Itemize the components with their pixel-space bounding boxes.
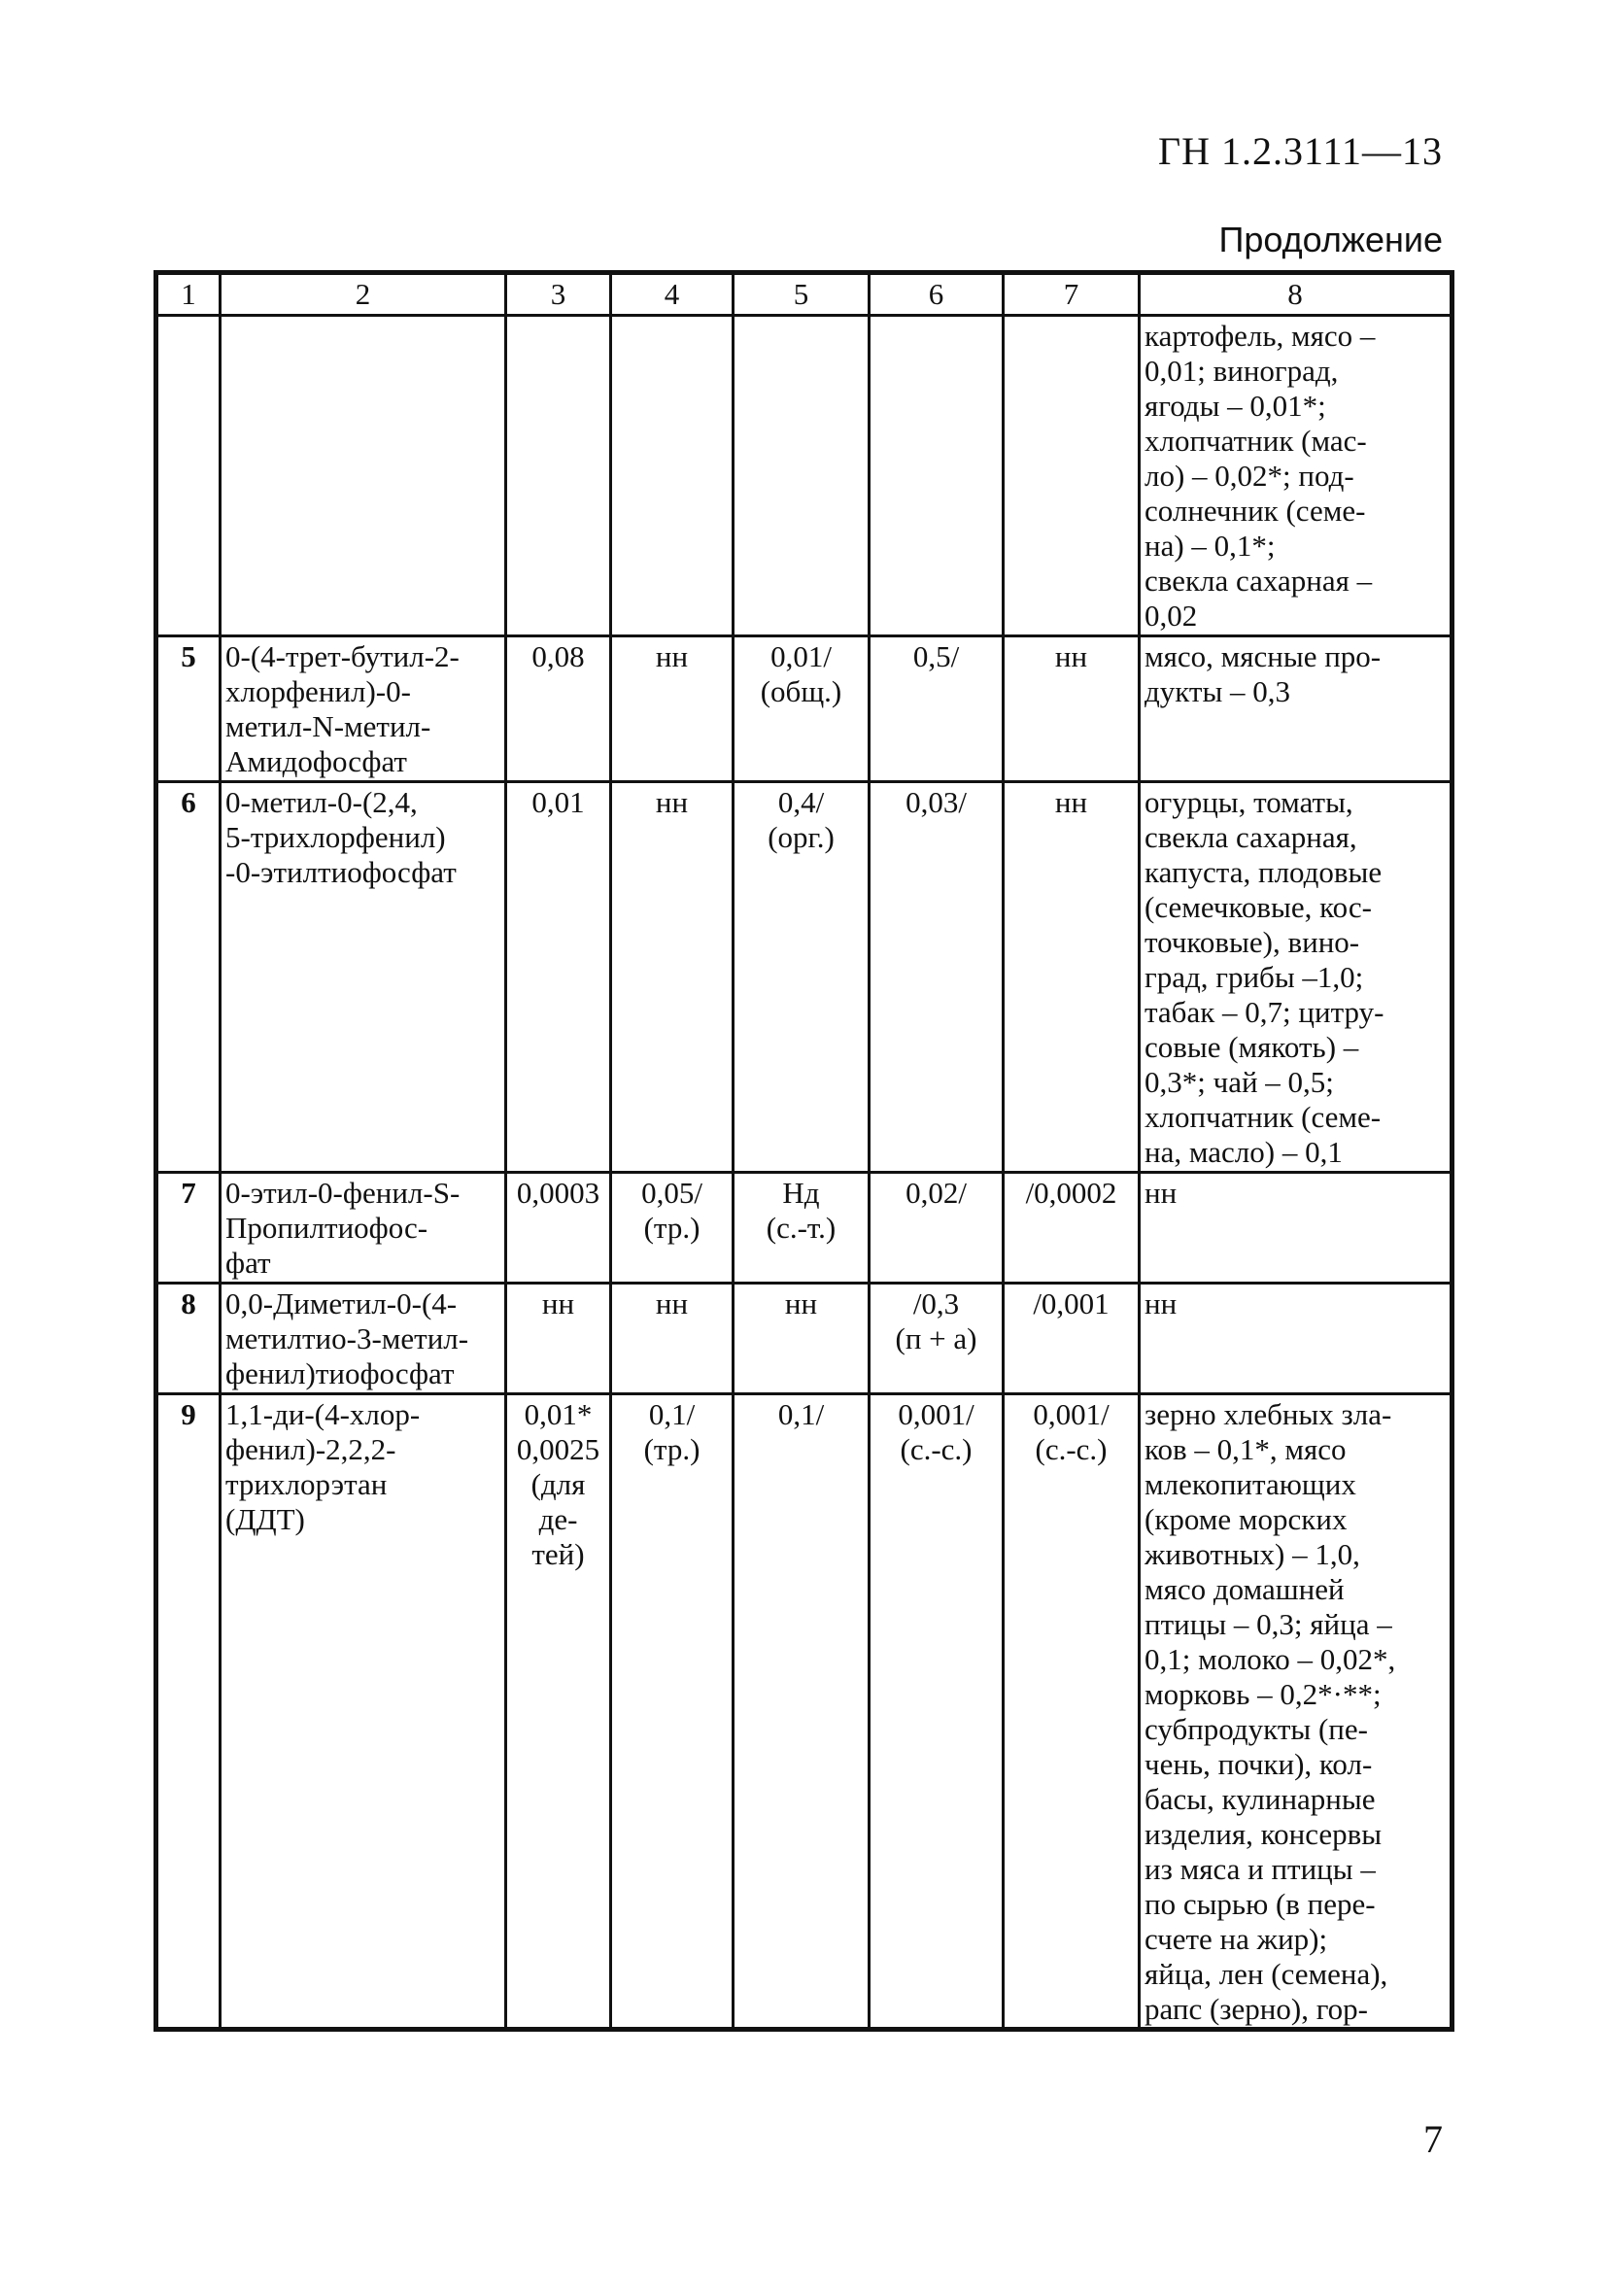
value-col3: нн (506, 1284, 611, 1394)
value-col7 (1004, 316, 1140, 636)
value-col4: нн (611, 636, 734, 782)
value-col3 (506, 316, 611, 636)
value-col6: 0,5/ (870, 636, 1004, 782)
value-col5: 0,4/ (орг.) (734, 782, 870, 1173)
substance-name: 0,0-Диметил-0-(4- метилтио-3-метил- фенил)тиофосфат (221, 1284, 506, 1394)
column-header: 2 (221, 273, 506, 316)
value-col7: нн (1004, 636, 1140, 782)
continuation-label: Продолжение (1218, 220, 1443, 259)
value-col4: нн (611, 1284, 734, 1394)
document-code: ГН 1.2.3111—13 (1157, 129, 1443, 173)
value-col5: 0,01/ (общ.) (734, 636, 870, 782)
column-header: 7 (1004, 273, 1140, 316)
value-col3: 0,0003 (506, 1173, 611, 1284)
table-row (156, 636, 1452, 782)
table-row (156, 1173, 1452, 1284)
page-number: 7 (1423, 2117, 1443, 2161)
value-col6: 0,03/ (870, 782, 1004, 1173)
row-number: 5 (156, 636, 221, 782)
value-col5 (734, 316, 870, 636)
column-header: 5 (734, 273, 870, 316)
substance-name: 0-этил-0-фенил-S- Пропилтиофос- фат (221, 1173, 506, 1284)
row-number: 6 (156, 782, 221, 1173)
value-col6 (870, 316, 1004, 636)
food-limits: мясо, мясные про- дукты – 0,3 (1140, 636, 1452, 782)
column-header: 4 (611, 273, 734, 316)
value-col6: 0,02/ (870, 1173, 1004, 1284)
food-limits: зерно хлебных зла- ков – 0,1*, мясо млекопитающих (кроме морских животных) – 1,0, мясо домашней птицы – 0,3; яйца – 0,1; молоко – 0,02*, морковь – 0,2*·**; субпродукты (пе- чень, почки), кол- басы, кулинарные изделия, консервы из мяса и птицы – по сырью (в пере- счете на жир); яйца, лен (семена), рапс (зерно), гор- (1140, 1394, 1452, 2030)
food-limits: картофель, мясо – 0,01; виноград, ягоды – 0,01*; хлопчатник (мас- ло) – 0,02*; под- солнечник (семе- на) – 0,1*; свекла сахарная – 0,02 (1140, 316, 1452, 636)
value-col4: 0,05/ (тр.) (611, 1173, 734, 1284)
table-row (156, 1394, 1452, 2030)
substance-name: 0-метил-0-(2,4, 5-трихлорфенил) -0-этилтиофосфат (221, 782, 506, 1173)
substance-name: 1,1-ди-(4-хлор- фенил)-2,2,2- трихлорэтан (ДДТ) (221, 1394, 506, 2030)
value-col3: 0,01 (506, 782, 611, 1173)
substance-name: 0-(4-трет-бутил-2- хлорфенил)-0- метил-N-метил- Амидофосфат (221, 636, 506, 782)
value-col3: 0,01* 0,0025 (для де- тей) (506, 1394, 611, 2030)
value-col4 (611, 316, 734, 636)
value-col7: /0,001 (1004, 1284, 1140, 1394)
column-header: 1 (156, 273, 221, 316)
value-col3: 0,08 (506, 636, 611, 782)
value-col4: 0,1/ (тр.) (611, 1394, 734, 2030)
value-col7: /0,0002 (1004, 1173, 1140, 1284)
table-row (156, 316, 1452, 636)
row-number: 9 (156, 1394, 221, 2030)
food-limits: нн (1140, 1173, 1452, 1284)
value-col6: /0,3 (п + а) (870, 1284, 1004, 1394)
row-number: 8 (156, 1284, 221, 1394)
column-header: 3 (506, 273, 611, 316)
value-col5: Нд (с.-т.) (734, 1173, 870, 1284)
value-col7: 0,001/ (с.-с.) (1004, 1394, 1140, 2030)
value-col7: нн (1004, 782, 1140, 1173)
table-row (156, 782, 1452, 1173)
row-number: 7 (156, 1173, 221, 1284)
table-header-row (156, 273, 1452, 316)
row-number (156, 316, 221, 636)
value-col5: нн (734, 1284, 870, 1394)
hygiene-standards-table (154, 270, 1454, 2032)
column-header: 6 (870, 273, 1004, 316)
value-col6: 0,001/ (с.-с.) (870, 1394, 1004, 2030)
value-col5: 0,1/ (734, 1394, 870, 2030)
food-limits: нн (1140, 1284, 1452, 1394)
food-limits: огурцы, томаты, свекла сахарная, капуста, плодовые (семечковые, кос- точковые), вино- град, грибы –1,0; табак – 0,7; цитру- совые (мякоть) – 0,3*; чай – 0,5; хлопчатник (семе- на, масло) – 0,1 (1140, 782, 1452, 1173)
value-col4: нн (611, 782, 734, 1173)
substance-name (221, 316, 506, 636)
table-row (156, 1284, 1452, 1394)
column-header: 8 (1140, 273, 1452, 316)
